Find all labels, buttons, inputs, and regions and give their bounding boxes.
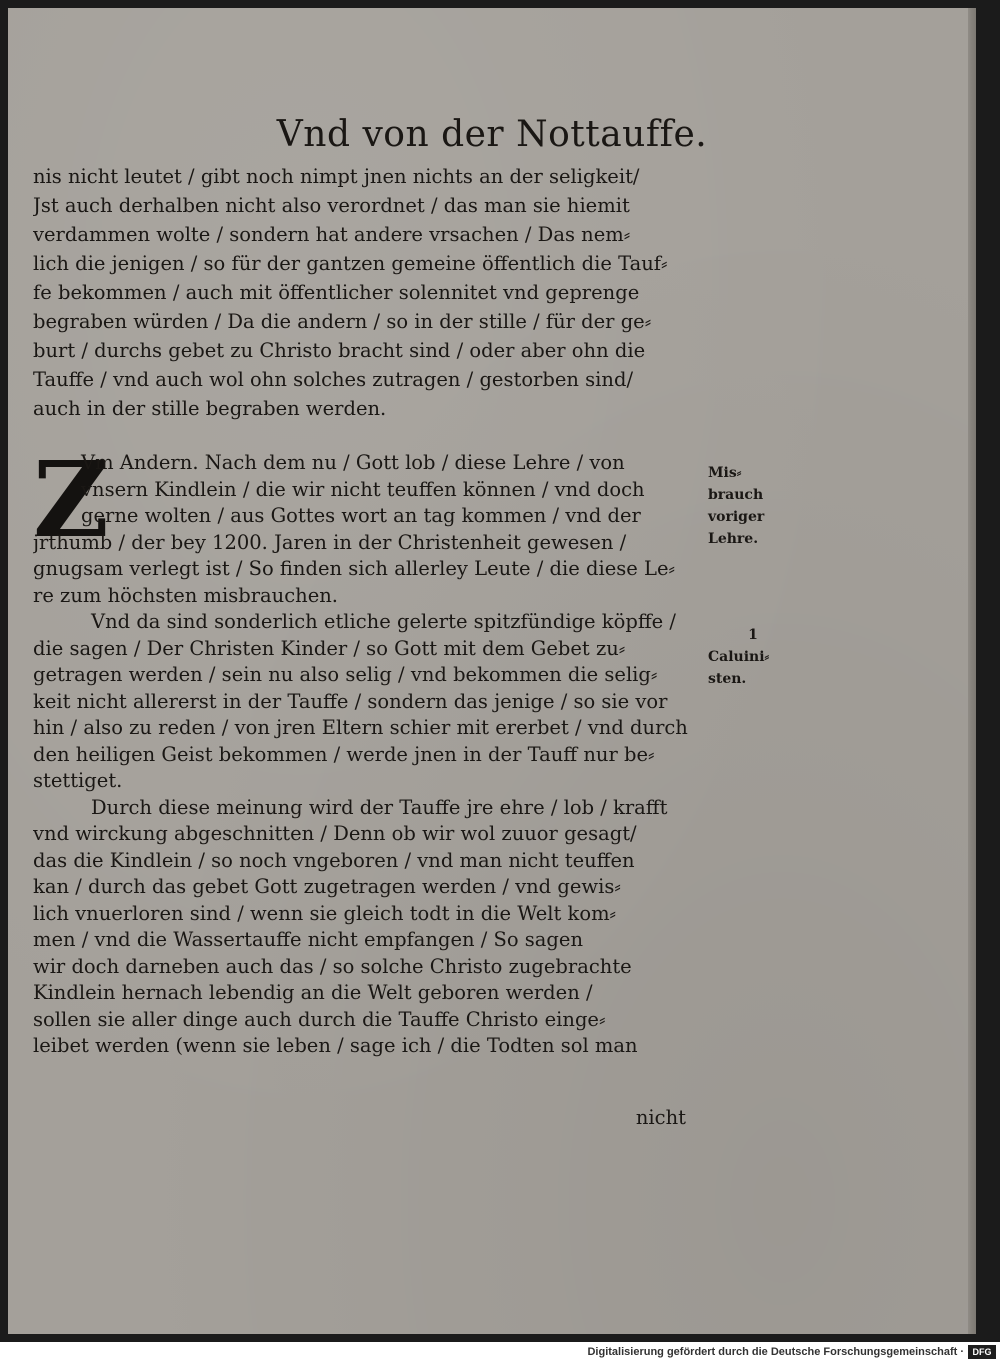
text-line: auch in der stille begraben werden. — [33, 397, 387, 420]
text-line: burt / durchs gebet zu Christo bracht sind / oder aber ohn die — [33, 339, 646, 362]
text-line: keit nicht allererst in der Tauffe / sondern das jenige / so sie vor — [33, 689, 668, 713]
text-line: vnsern Kindlein / die wir nicht teuffen können / vnd doch — [81, 477, 645, 501]
dfg-logo-icon: DFG — [968, 1345, 996, 1359]
text-line: lich vnuerloren sind / wenn sie gleich todt in die Welt kom⸗ — [33, 901, 617, 925]
book-page — [8, 8, 976, 1334]
text-line: Tauffe / vnd auch wol ohn solches zutragen / gestorben sind/ — [33, 368, 634, 391]
text-line: men / vnd die Wassertauffe nicht empfangen / So sagen — [33, 928, 584, 951]
text-line: lich die jenigen / so für der gantzen gemeine öffentlich die Tauf⸗ — [33, 252, 668, 275]
text-line: hin / also zu reden / von jren Eltern schier mit ererbet / vnd durch — [33, 716, 688, 739]
text-line: Durch diese meinung wird der Tauffe jre ehre / lob / krafft — [91, 795, 668, 819]
text-line: Jst auch derhalben nicht also verordnet / das man sie hiemit — [33, 194, 630, 217]
text-line: Vnd da sind sonderlich etliche gelerte spitzfündige köpffe / — [91, 610, 676, 633]
footer-bar — [0, 1342, 1000, 1364]
running-head: Vnd von der Nottauffe. — [276, 114, 708, 155]
text-line: begraben würden / Da die andern / so in der stille / für der ge⸗ — [33, 310, 652, 333]
text-line: wir doch darneben auch das / so solche Christo zugebrachte — [33, 954, 632, 978]
text-line: den heiligen Geist bekommen / werde jnen in der Tauff nur be⸗ — [33, 742, 655, 766]
margin-note-line: Lehre. — [708, 531, 759, 547]
page-edge — [968, 8, 976, 1334]
text-line: kan / durch das gebet Gott zugetragen werden / vnd gewis⸗ — [33, 875, 621, 898]
text-line: sollen sie aller dinge auch durch die Tauffe Christo einge⸗ — [33, 1007, 606, 1031]
text-line: fe bekommen / auch mit öffentlicher solennitet vnd geprenge — [33, 281, 640, 304]
text-line: jrthumb / der bey 1200. Jaren in der Christenheit gewesen / — [33, 530, 627, 554]
text-line: verdammen wolte / sondern hat andere vrsachen / Das nem⸗ — [33, 223, 631, 246]
text-line: das die Kindlein / so noch vngeboren / vnd man nicht teuffen — [33, 848, 635, 872]
margin-note-misbrauch — [708, 462, 798, 550]
margin-note-caluinisten — [708, 624, 798, 690]
text-line: nis nicht leutet / gibt noch nimpt jnen nichts an der seligkeit/ — [33, 165, 640, 188]
paragraph-2 — [33, 438, 723, 1060]
drop-cap: Z — [33, 438, 109, 561]
text-line: die sagen / Der Christen Kinder / so Gott mit dem Gebet zu⸗ — [33, 636, 626, 660]
text-line: Kindlein hernach lebendig an die Welt geboren werden / — [33, 981, 593, 1004]
margin-note-line: Mis⸗ — [708, 465, 742, 481]
paragraph-1 — [33, 162, 723, 423]
text-line: gnugsam verlegt ist / So finden sich allerley Leute / die diese Le⸗ — [33, 557, 675, 580]
margin-note-line: Caluini⸗ — [708, 649, 770, 665]
dfg-credit: Digitalisierung gefördert durch die Deutsche Forschungsgemeinschaft · — [587, 1346, 964, 1358]
margin-note-line: sten. — [708, 671, 747, 687]
text-line: re zum höchsten misbrauchen. — [33, 583, 339, 607]
text-line: stettiget. — [33, 769, 123, 792]
text-line: gerne wolten / aus Gottes wort an tag kommen / vnd der — [81, 504, 641, 527]
text-line: Vm Andern. Nach dem nu / Gott lob / diese Lehre / von — [81, 451, 625, 474]
text-line: leibet werden (wenn sie leben / sage ich / die Todten sol man — [33, 1034, 638, 1057]
margin-note-number: 1 — [748, 627, 758, 643]
margin-note-line: voriger — [708, 509, 765, 525]
margin-note-line: brauch — [708, 487, 764, 503]
catchword: nicht — [635, 1106, 686, 1129]
text-line: vnd wirckung abgeschnitten / Denn ob wir wol zuuor gesagt/ — [33, 822, 637, 845]
text-line: getragen werden / sein nu also selig / vnd bekommen die selig⸗ — [33, 663, 658, 686]
